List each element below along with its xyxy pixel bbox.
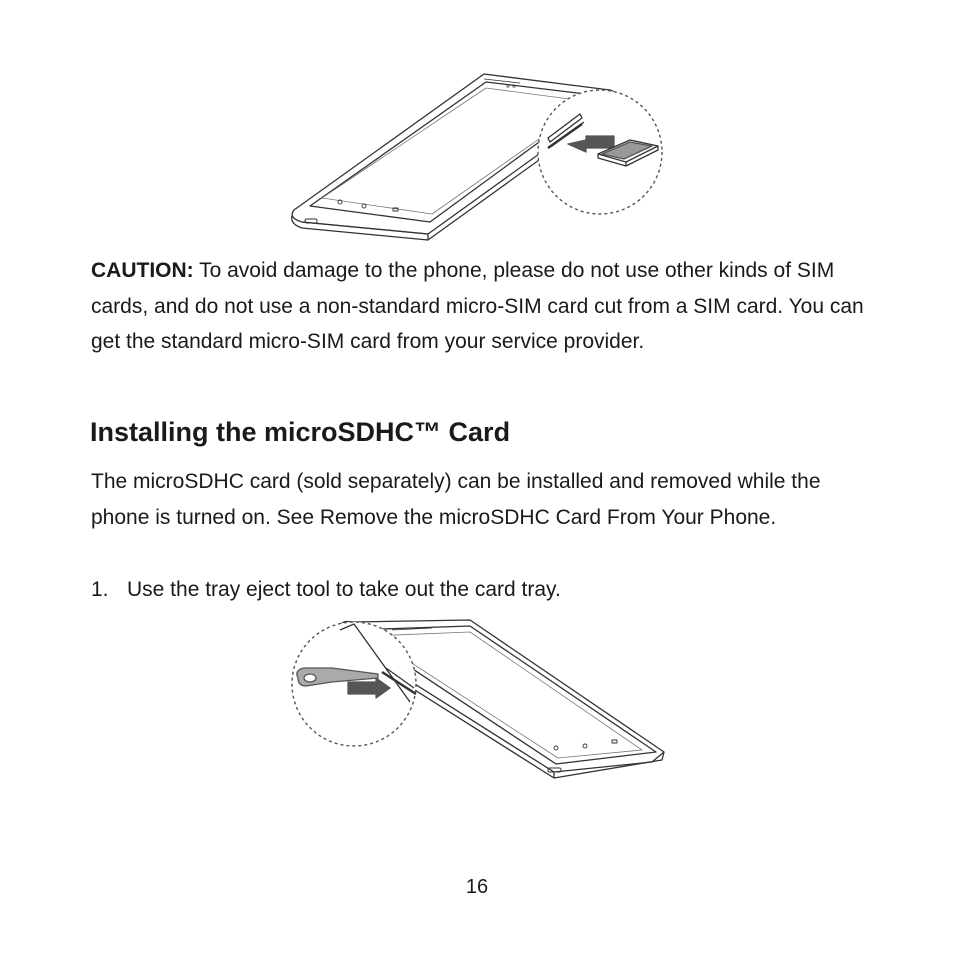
caution-label: CAUTION: — [91, 259, 194, 282]
step-number: 1. — [91, 578, 109, 601]
eject-tool-illustration — [282, 612, 672, 788]
intro-paragraph: The microSDHC card (sold separately) can be installed and removed while the phone is turned on. See Remove the microSDHC Card From Your Phone. — [91, 470, 821, 529]
caution-paragraph — [91, 253, 881, 360]
caution-text: To avoid damage to the phone, please do not use other kinds of SIM cards, and do not use a non-standard micro-SIM card cut from a SIM card. You can get the standard micro-SIM card from your service provider. — [91, 259, 864, 353]
step-item — [91, 572, 561, 607]
step-text: Use the tray eject tool to take out the card tray. — [127, 578, 561, 601]
sim-tray-illustration — [280, 66, 670, 248]
page-number: 16 — [465, 876, 489, 898]
section-heading: Installing the microSDHC™ Card — [90, 417, 511, 447]
